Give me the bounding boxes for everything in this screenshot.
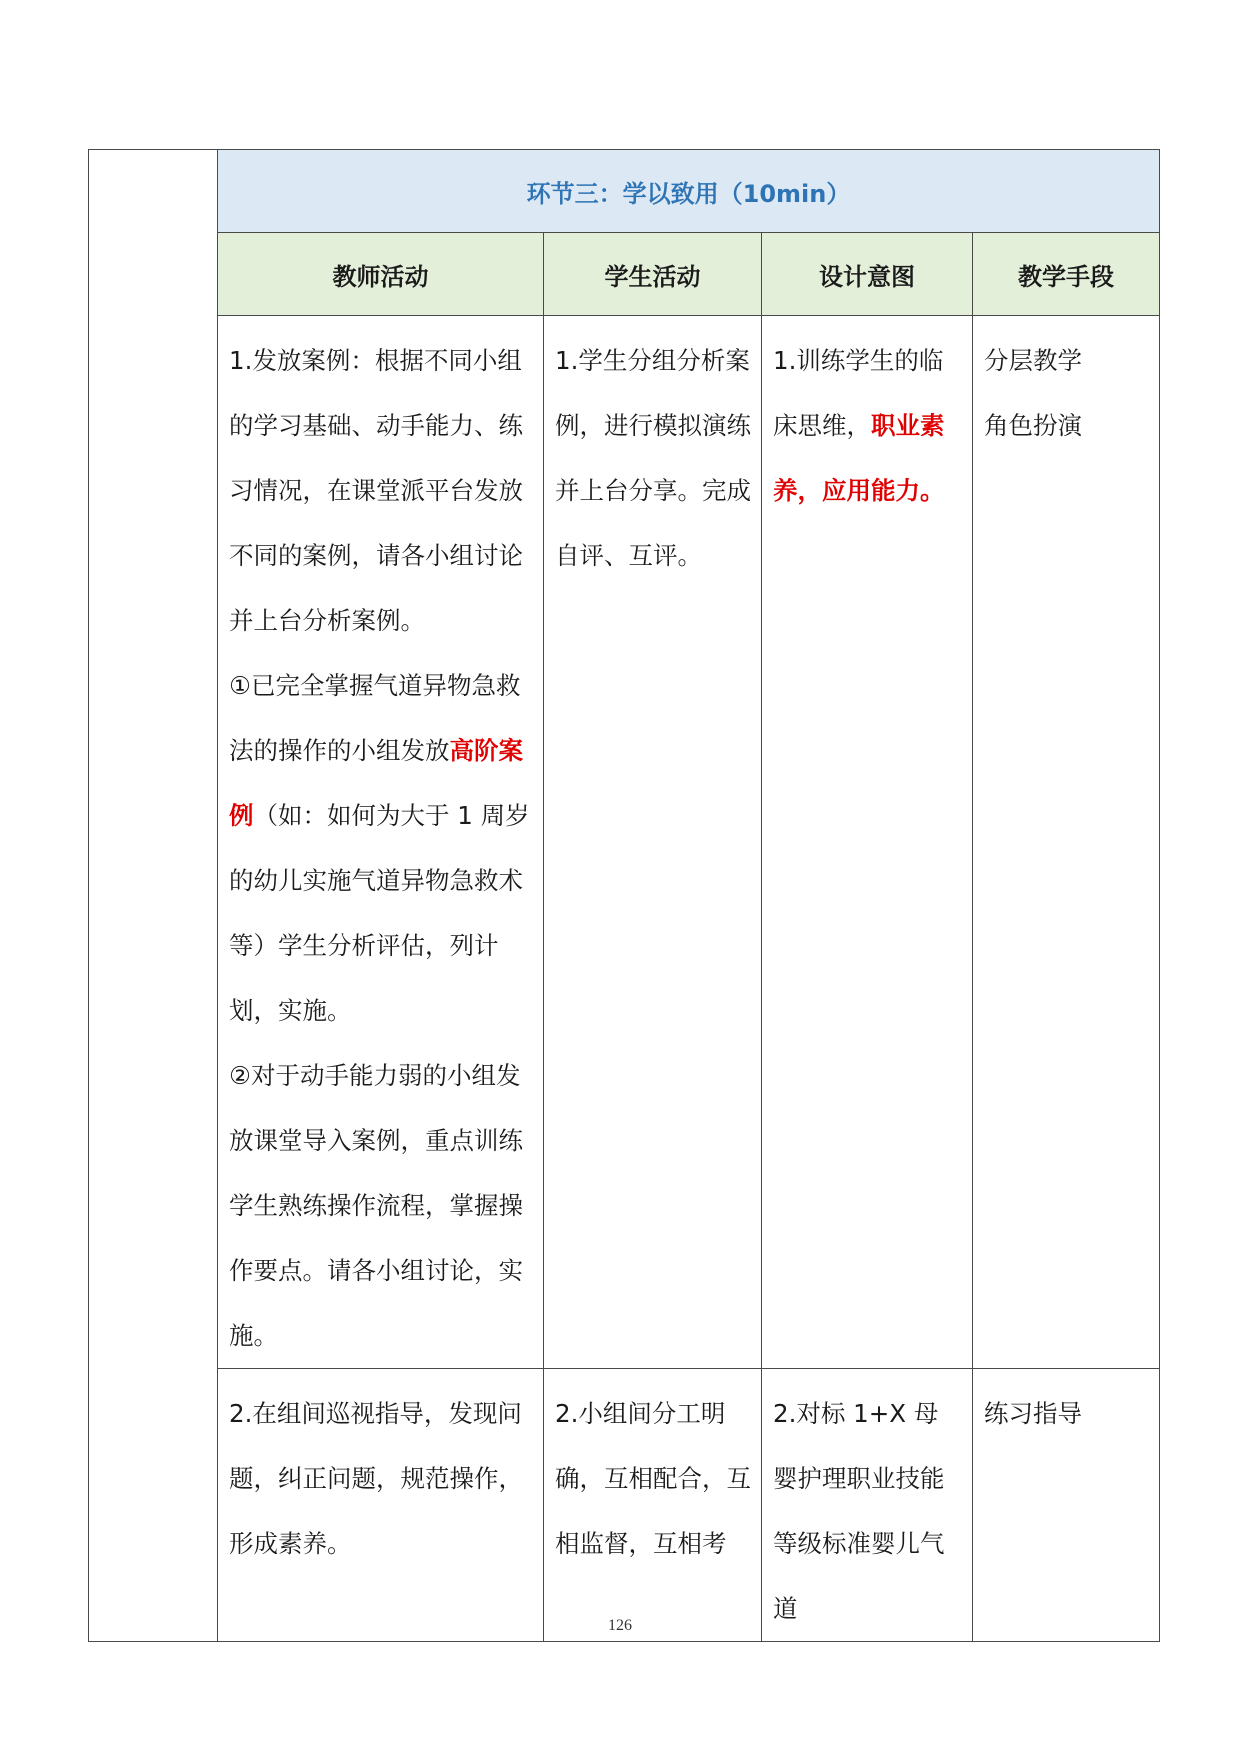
header-teaching-method: 教学手段 (973, 233, 1160, 316)
advanced-group-text: ①已完全掌握气道异物急救法的操作的小组发放 (229, 671, 521, 765)
page-number: 126 (608, 1617, 632, 1634)
row1-student-activity: 1.学生分组分析案例，进行模拟演练并上台分享。完成自评、互评。 (544, 316, 762, 1369)
teacher-step1-basic: ②对于动手能力弱的小组发放课堂导入案例，重点训练学生熟练操作流程，掌握操作要点。请各小组讨论，实施。 (229, 1061, 523, 1350)
header-student-activity: 学生活动 (544, 233, 762, 316)
row1-teacher-activity (218, 316, 544, 1369)
teacher-step1-advanced (229, 653, 533, 1043)
design-intent-highlight: 职业素养，应用能力。 (773, 411, 945, 505)
row2-teaching-method: 练习指导 (973, 1369, 1160, 1642)
method-role-play: 角色扮演 (984, 411, 1082, 440)
teacher-step1-text: 1.发放案例：根据不同小组的学习基础、动手能力、练习情况，在课堂派平台发放不同的案例，请各小组讨论并上台分析案例。 (229, 346, 523, 635)
lesson-plan-table (88, 149, 1160, 1642)
row2-student-activity: 2.小组间分工明确，互相配合，互相监督，互相考 (544, 1369, 762, 1642)
section-title: 环节三：学以致用（10min） (218, 150, 1160, 233)
row2-design-intent: 2.对标 1+X 母婴护理职业技能等级标准婴儿气道 (762, 1369, 973, 1642)
row2-teacher-activity: 2.在组间巡视指导，发现问题，纠正问题，规范操作，形成素养。 (218, 1369, 544, 1642)
advanced-case-detail: （如：如何为大于 1 周岁的幼儿实施气道异物急救术等）学生分析评估，列计划，实施。 (229, 801, 530, 1025)
row1-teaching-method (973, 316, 1160, 1369)
header-design-intent: 设计意图 (762, 233, 973, 316)
design-intent-text: 1.训练学生的临床思维， (773, 346, 944, 440)
row-stub-cell (89, 150, 218, 1642)
row1-design-intent (762, 316, 973, 1369)
method-layered-teaching: 分层教学 (984, 346, 1082, 375)
advanced-case-highlight: 高阶案例 (229, 736, 523, 830)
header-teacher-activity: 教师活动 (218, 233, 544, 316)
